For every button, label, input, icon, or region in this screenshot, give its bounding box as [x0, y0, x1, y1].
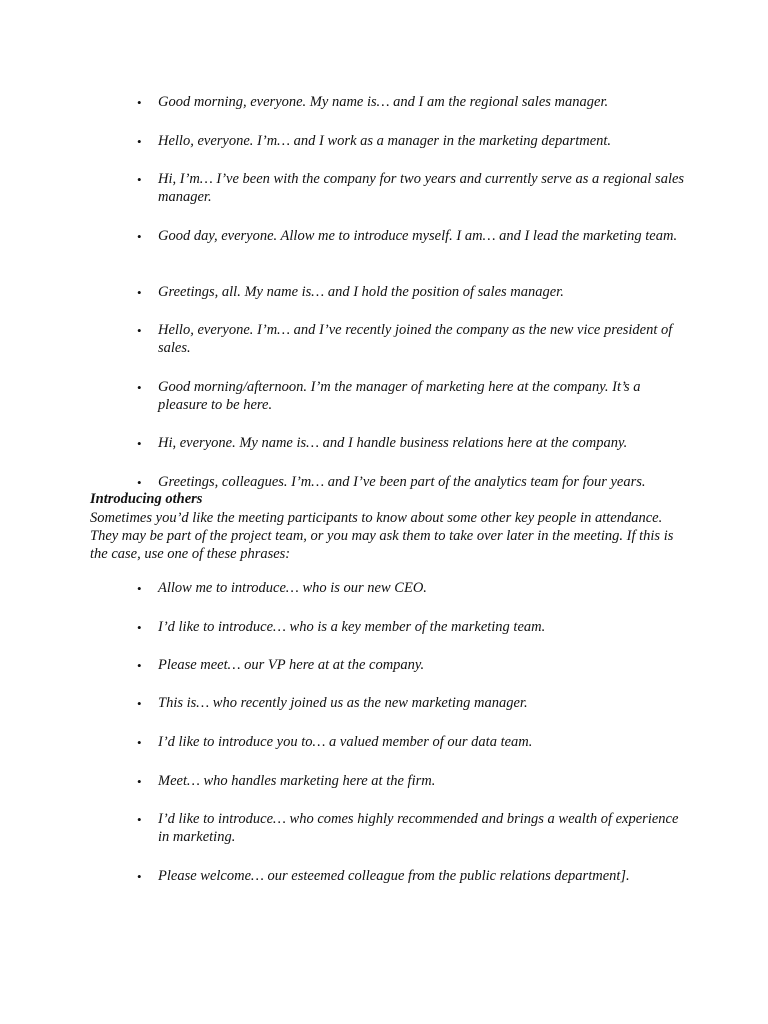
list-item	[137, 619, 688, 637]
list-item-text: I’d like to introduce you to… a valued member of our data team.	[158, 734, 533, 750]
list-item-text: Hi, everyone. My name is… and I handle business relations here at the company.	[158, 435, 628, 451]
list-item	[137, 322, 688, 357]
list-item	[137, 868, 688, 886]
bullet-icon: •	[137, 95, 142, 110]
list-item-text: Allow me to introduce… who is our new CEO.	[158, 580, 427, 596]
list-item-text: Please meet… our VP here at at the company.	[158, 657, 425, 673]
list-item-text: Good day, everyone. Allow me to introduce myself. I am… and I lead the marketing team.	[158, 228, 678, 244]
list-item-text: This is… who recently joined us as the new marketing manager.	[158, 695, 528, 711]
list-item-text: Hi, I’m… I’ve been with the company for two years and currently serve as a regional sales manager.	[158, 171, 685, 205]
bullet-icon: •	[137, 658, 142, 673]
section-paragraph: Sometimes you’d like the meeting participants to know about some other key people in attendance. They may be part of the project team, or you may ask them to take over later in the meeting. If this is the case, use one of these phrases:	[90, 510, 674, 562]
bullet-icon: •	[137, 229, 142, 244]
list-item	[137, 734, 688, 752]
bullet-icon: •	[137, 869, 142, 884]
bullet-icon: •	[137, 774, 142, 789]
bullet-icon: •	[137, 696, 142, 711]
list-item-text: I’d like to introduce… who is a key member of the marketing team.	[158, 619, 546, 635]
bullet-icon: •	[137, 172, 142, 187]
section-heading: Introducing others	[90, 491, 203, 507]
bullet-icon: •	[137, 323, 142, 338]
bullet-icon: •	[137, 134, 142, 149]
list-item	[137, 657, 688, 675]
list-item	[137, 379, 688, 414]
list-item	[137, 94, 688, 112]
bullet-icon: •	[137, 475, 142, 490]
list-item	[137, 580, 688, 598]
bullet-icon: •	[137, 812, 142, 827]
list-item	[137, 811, 688, 846]
bullet-icon: •	[137, 380, 142, 395]
list-item-text: Greetings, all. My name is… and I hold the position of sales manager.	[158, 284, 564, 300]
list-item-text: I’d like to introduce… who comes highly recommended and brings a wealth of experience in marketing.	[158, 811, 679, 845]
bullet-icon: •	[137, 436, 142, 451]
list-item-text: Good morning/afternoon. I’m the manager of marketing here at the company. It’s a pleasure to be here.	[158, 379, 641, 413]
list-item	[137, 474, 688, 492]
list-item	[137, 133, 688, 151]
list-item-text: Greetings, colleagues. I’m… and I’ve been part of the analytics team for four years.	[158, 474, 646, 490]
list-item-text: Please welcome… our esteemed colleague from the public relations department].	[158, 868, 630, 884]
list-item-text: Hello, everyone. I’m… and I’ve recently joined the company as the new vice president of sales.	[158, 322, 673, 356]
list-item	[137, 773, 688, 791]
bullet-icon: •	[137, 620, 142, 635]
list-item	[137, 284, 688, 302]
list-item-text: Hello, everyone. I’m… and I work as a manager in the marketing department.	[158, 133, 612, 149]
bullet-icon: •	[137, 735, 142, 750]
list-item	[137, 695, 688, 713]
bullet-icon: •	[137, 581, 142, 596]
bullet-icon: •	[137, 285, 142, 300]
list-item	[137, 228, 688, 246]
list-item	[137, 435, 688, 453]
list-item-text: Good morning, everyone. My name is… and I am the regional sales manager.	[158, 94, 609, 110]
list-item	[137, 171, 688, 206]
list-item-text: Meet… who handles marketing here at the firm.	[158, 773, 436, 789]
